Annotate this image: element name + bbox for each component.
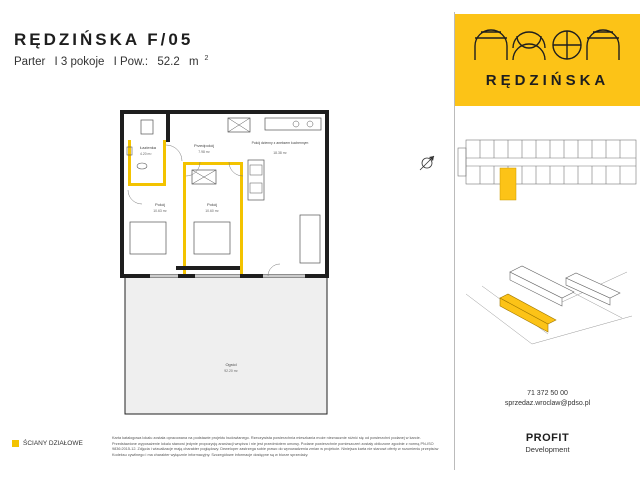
garden-area [125, 276, 327, 414]
room-salon-name: Pokój dzienny z aneksem kuchennym [251, 141, 309, 145]
room-lazienka-name: Łazienka [140, 145, 157, 150]
brand-name: RĘDZIŃSKA [485, 72, 610, 89]
floor-label: Parter [14, 55, 46, 68]
room-przedpokoj-name: Przedpokój [193, 143, 215, 148]
developer-subtitle: Development [525, 445, 570, 454]
building-key-plan [456, 128, 640, 208]
compass-icon [420, 156, 434, 170]
brand-pattern-icon [473, 28, 623, 62]
selected-unit-marker [500, 168, 516, 200]
developer-logo: PROFIT [525, 432, 570, 444]
room-przedpokoj-area: 7.98 m² [198, 150, 210, 154]
disclaimer-text: Karta katalogowa lokalu została opracowana na podstawie projektu budowlanego. Rzeczywista powierzchnia mieszkania może nieznacznie różnić się od powierzchni podanej w karcie. Przedstawione wyposażenie lokalu stanowi jedynie propozycję aranżacji wnętrza i nie jest przedmiotem umowy. Podane powierzchnie pomieszczeń zostały obliczone zgodnie z normą PN-ISO 9836:2015-12. Zdjęcia i wizualizacje mają charakter poglądowy. Deweloper zastrzega sobie prawo do wprowadzenia zmian w projekcie. Niniejsza karta nie stanowi oferty w rozumieniu przepisów Kodeksu cywilnego i ma charakter wyłącznie informacyjny. Szczegółowe informacje dostępne są w biurze sprzedaży. [112, 436, 439, 458]
partition-wall-swatch [12, 440, 19, 447]
contact-phone[interactable]: 71 372 50 00 [527, 390, 568, 397]
room-lazienka-area: 4.20 m² [140, 152, 152, 156]
apartment-outline [122, 112, 327, 276]
contact-email[interactable]: sprzedaz.wroclaw@pdso.pl [504, 400, 591, 407]
room-pokoj1-name: Pokój [154, 202, 166, 207]
rooms-count: I 3 pokoje [54, 55, 105, 68]
page-title: RĘDZIŃSKA F/05 [14, 30, 194, 49]
brand-logo-box [455, 14, 640, 106]
legend-label: ŚCIANY DZIAŁOWE [23, 440, 83, 447]
room-pokoj2-area: 10.60 m² [205, 209, 219, 213]
site-axonometric [462, 262, 640, 352]
legend [12, 440, 83, 447]
room-pokoj2-name: Pokój [206, 202, 218, 207]
room-ogrod-area: 92.20 m² [224, 369, 238, 373]
area-label: I Pow.: 52.2 m $^2$ [113, 55, 209, 68]
room-ogrod-name: Ogród [225, 362, 237, 367]
room-salon-area: 18.38 m² [273, 151, 287, 155]
room-pokoj1-area: 10.63 m² [153, 209, 167, 213]
